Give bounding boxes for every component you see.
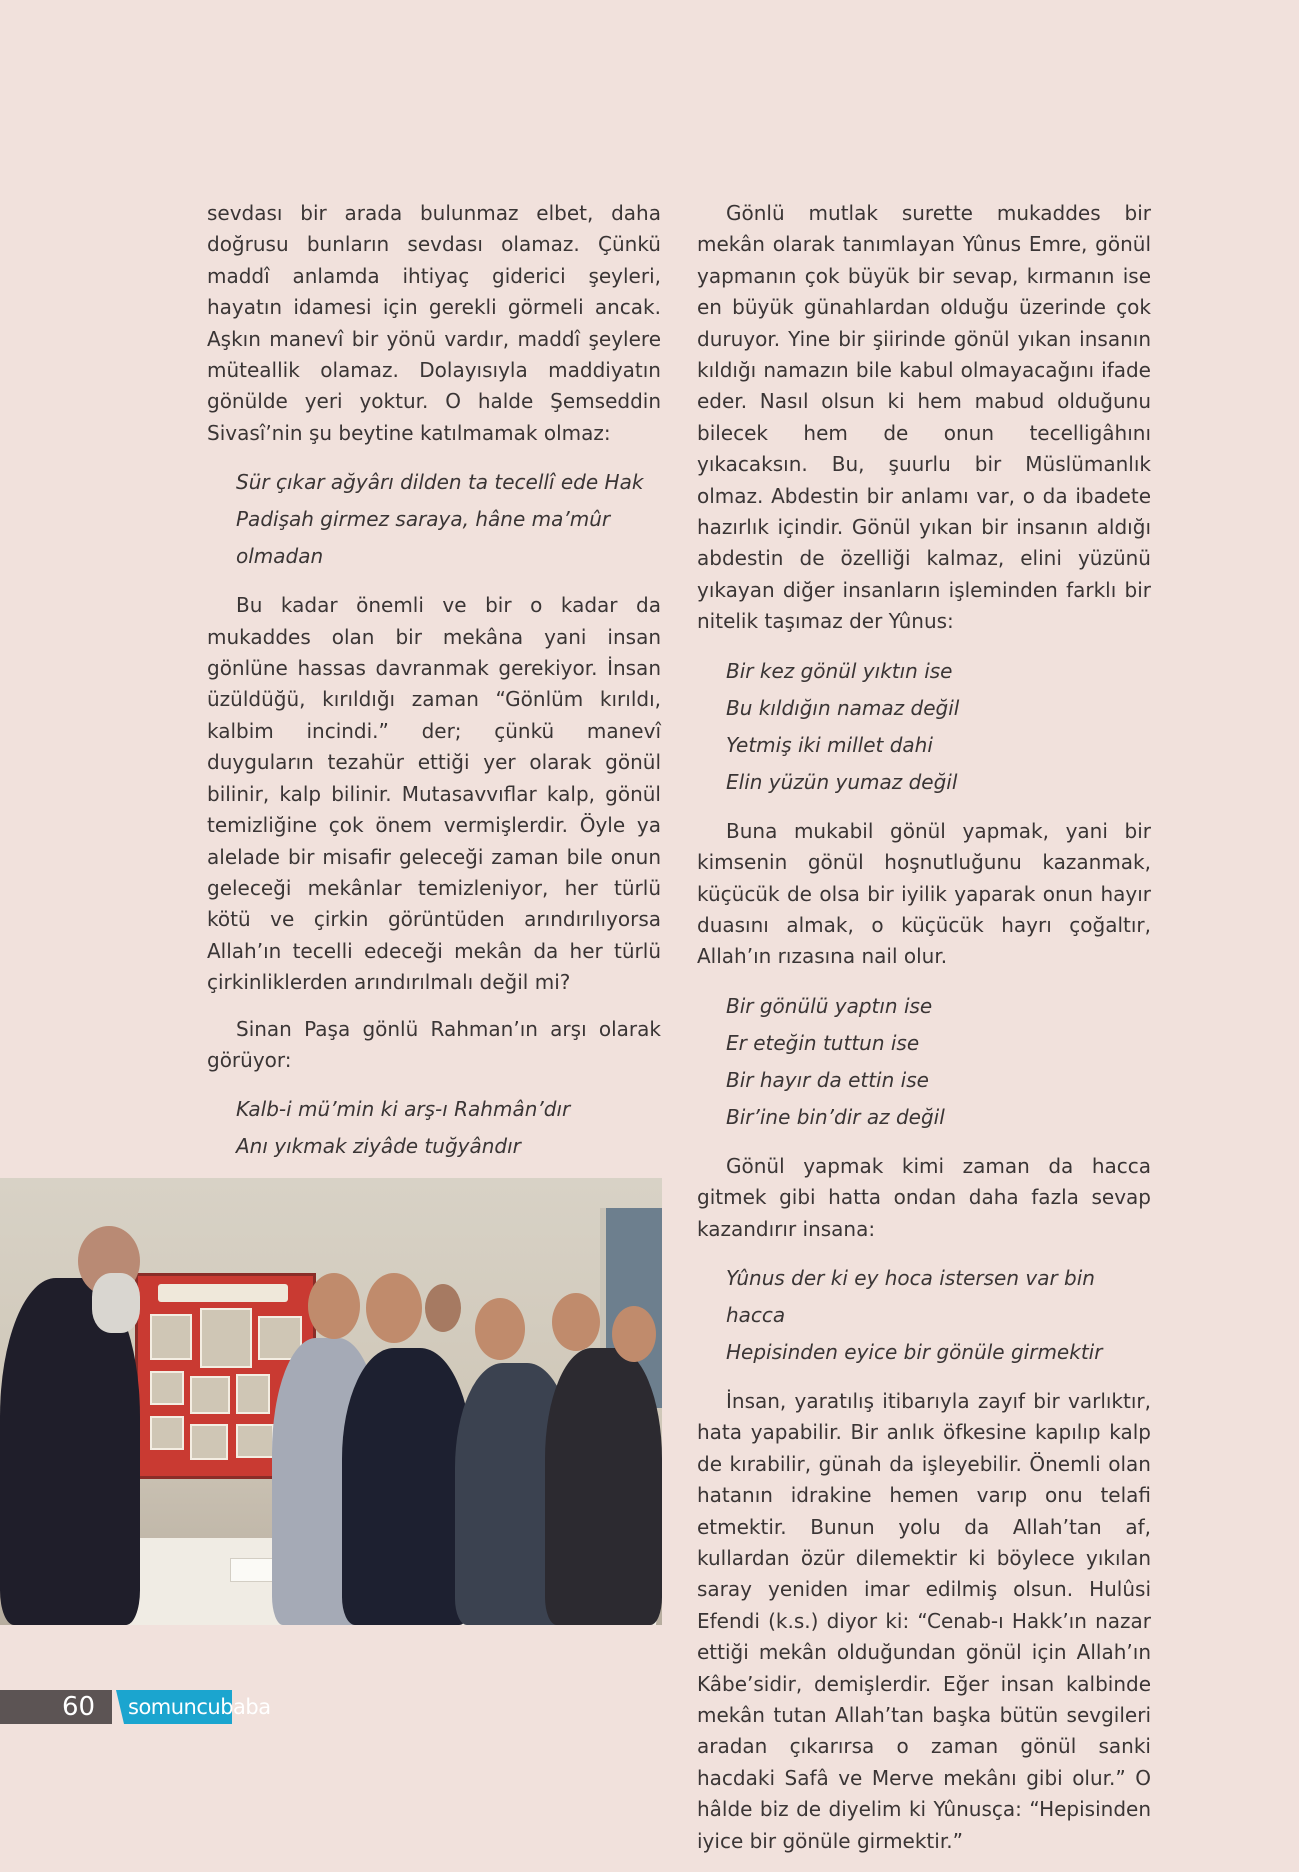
photo-person-dark-suit	[342, 1348, 472, 1625]
verse-line: Bir gönülü yaptın ise	[726, 993, 933, 1018]
photo-head	[612, 1306, 656, 1362]
verse-line: Bir’ine bin’dir az değil	[726, 1104, 945, 1129]
verse-line: Elin yüzün yumaz değil	[726, 769, 958, 794]
body-paragraph: Gönlü mutlak surette mukaddes bir mekân olarak tanımlayan Yûnus Emre, gönül yapmanın çok büyük bir sevap, kırmanın ise en büyük günahlardan olduğu üzerinde çok duruyor. Yine bir şiirinde gönül yıkan insanın kıldığı namazın bile kabul olmayacağını ifade eder. Nasıl olsun ki hem mabud olduğunu bilecek hem de onun tecelligâhını yıkacaksın. Bu, şuurlu bir Müslümanlık olmaz. Abdestin bir anlamı var, o da ibadete hazırlık içindir. Gönül yıkan bir insanın aldığı abdestin de özelliği kalmaz, elini yüzünü yıkayan diğer insanların işleminden farklı bir nitelik taşımaz der Yûnus:	[697, 201, 1151, 634]
body-paragraph: sevdası bir arada bulunmaz elbet, daha doğrusu bunların sevdası olamaz. Çünkü maddî anlamda ihtiyaç giderici şeyleri, hayatın idamesi için gerekli görmeli ancak. Aşkın manevî bir yönü vardır, maddî şeylere müteallik olamaz. Dolayısıyla maddiyatın gönülde yeri yoktur. O halde Şemseddin Sivasî’nin şu beytine katılmamak olmaz:	[207, 201, 661, 445]
photo-board-picture	[150, 1314, 192, 1360]
verse-line: Sür çıkar ağyârı dilden ta tecellî ede Hak	[236, 470, 644, 495]
photo-head	[308, 1273, 360, 1339]
exhibition-photo	[0, 1178, 662, 1625]
poem-verse	[726, 1260, 1151, 1371]
verse-line: Hepisinden eyice bir gönüle girmektir	[726, 1339, 1103, 1364]
body-paragraph: İnsan, yaratılış itibarıyla zayıf bir varlıktır, hata yapabilir. Bir anlık öfkesine kapılıp kalp de kırabilir, günah da işleyebilir. Önemli olan hatanın idrakine hemen varıp onu telafi etmektir. Bunun yolu da Allah’tan af, kullardan özür dilemektir ki böylece yıkılan saray yeniden imar edilmiş olsun. Hulûsi Efendi (k.s.) diyor ki: “Cenab-ı Hakk’ın nazar ettiği mekân olduğundan gönül için Allah’ın Kâbe’sidir, demişlerdir. Eğer insan kalbinde mekân tutan Allah’tan başka bütün sevgileri aradan çıkarırsa o zaman gönül sanki hacdaki Safâ ve Merve mekânı gibi olur.” O hâlde biz de diyelim ki Yûnusça: “Hepisinden iyice bir gönüle girmektir.”	[697, 1388, 1151, 1853]
verse-line: Bir hayır da ettin ise	[726, 1067, 929, 1092]
photo-head	[475, 1298, 525, 1360]
footer-bar	[0, 1690, 112, 1724]
body-paragraph: Gönül yapmak kimi zaman da hacca gitmek gibi hatta ondan daha fazla sevap kazandırır insana:	[697, 1153, 1151, 1241]
photo-board-picture	[150, 1371, 184, 1405]
verse-line: Bu kıldığın namaz değil	[726, 695, 960, 720]
photo-board-title	[158, 1284, 288, 1302]
verse-line: Yetmiş iki millet dahi	[726, 732, 933, 757]
photo-board-picture	[236, 1374, 270, 1414]
verse-line: Anı yıkmak ziyâde tuğyândır	[236, 1134, 521, 1159]
body-paragraph: Sinan Paşa gönlü Rahman’ın arşı olarak görüyor:	[207, 1016, 661, 1072]
poem-verse	[236, 464, 661, 575]
poem-verse	[726, 988, 1151, 1136]
body-paragraph: Bu kadar önemli ve bir o kadar da mukaddes olan bir mekâna yani insan gönlüne hassas davranmak gerekiyor. İnsan üzüldüğü, kırıldığı zaman “Gönlüm kırıldı, kalbim incindi.” der; çünkü manevî duyguların tezahür ettiği yer olarak gönül bilinir, kalp bilinir. Mutasavvıflar kalp, gönül temizliğine çok önem vermişlerdir. Öyle ya alelade bir misafir geleceği zaman bile onun geleceği mekânlar temizleniyor, her türlü kötü ve çirkin görüntüden arındırılıyorsa Allah’ın tecelli edeceği mekân da her türlü çirkinliklerden arındırılmalı değil mi?	[207, 593, 661, 995]
photo-board-picture	[150, 1416, 184, 1450]
page-number: 60	[62, 1692, 96, 1722]
photo-head	[425, 1284, 461, 1332]
photo-white-beard	[92, 1273, 140, 1333]
photo-board-picture	[190, 1376, 230, 1414]
right-text-column	[697, 198, 1151, 1872]
verse-line: Yûnus der ki ey hoca istersen var bin hacca	[726, 1265, 1095, 1327]
verse-line: Er eteğin tuttun ise	[726, 1030, 920, 1055]
verse-line: Kalb-i mü’min ki arş-ı Rahmân’dır	[236, 1097, 571, 1122]
photo-board-picture	[236, 1424, 274, 1458]
poem-verse	[236, 1091, 661, 1165]
photo-head	[552, 1293, 600, 1351]
verse-line: Padişah girmez saraya, hâne ma’mûr olmadan	[236, 507, 611, 569]
photo-head	[366, 1273, 422, 1343]
poem-verse	[726, 653, 1151, 801]
left-text-column	[207, 198, 661, 1258]
photo-board-picture	[200, 1308, 252, 1368]
verse-line: Bir kez gönül yıktın ise	[726, 658, 953, 683]
photo-person-background	[545, 1348, 662, 1625]
brand-logo: somuncubaba	[128, 1695, 271, 1719]
body-paragraph: Buna mukabil gönül yapmak, yani bir kimsenin gönül hoşnutluğunu kazanmak, küçücük de olsa bir iyilik yaparak onun hayır duasını almak, o küçücük hayrı çoğaltır, Allah’ın rızasına nail olur.	[697, 818, 1151, 969]
photo-board-picture	[190, 1424, 228, 1460]
